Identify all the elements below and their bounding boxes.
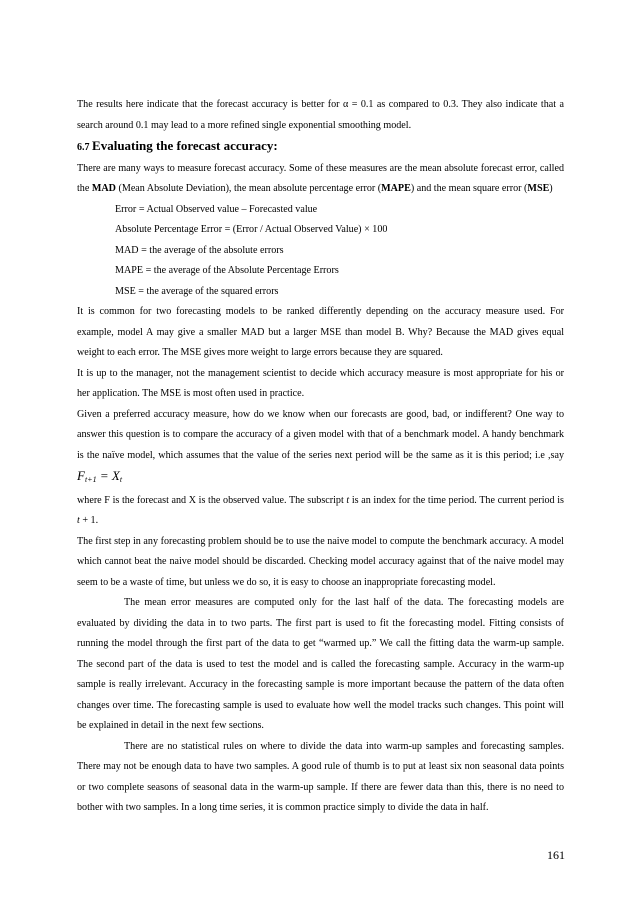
notation-paragraph [77, 491, 564, 532]
intro-paragraph: The results here indicate that the forecast accuracy is better for α = 0.1 as compared to 0.3. They also indicate that a search around 0.1 may lead to a more refined single exponential smoothing model. [77, 99, 564, 131]
formula-subscript: t [119, 475, 123, 484]
ranking-paragraph: It is common for two forecasting models to be ranked differently depending on the accuracy measure used. For example, model A may give a smaller MAD but a larger MSE than model B. Why? Because the MAD gives equal weight to each error. The MSE gives more weight to large errors because they are squared. [77, 306, 564, 358]
definition-error: Error = Actual Observed value – Forecasted value [115, 203, 318, 215]
italic-t: t [346, 494, 350, 506]
naive-model-paragraph: The first step in any forecasting problem should be to use the naive model to compute the benchmark accuracy. A model which cannot beat the naive model should be discarded. Checking model accuracy against that of the naive model may seem to be a waste of time, but unless we do so, it is easy to choose an inappropriate forecasting model. [77, 535, 564, 588]
error-measures-paragraph: The mean error measures are computed only for the last half of the data. The forecasting models are evaluated by dividing the data in to two parts. The first part is used to fit the forecasting model. Fitting consists of running the model through the first part of the data to get “warmed up.” We call the fitting data the warm-up sample. The second part of the data is used to test the model and is called the forecasting sample. Accuracy in the warm-up sample is really irrelevant. Accuracy in the forecasting sample is more important because the pattern of the data often changes over time. The forecasting sample is used to evaluate how well the model tracks such changes. This point will be explained in detail in the next few sections. [77, 597, 564, 731]
definitions-list [77, 200, 564, 303]
formula-observed-symbol: X [111, 468, 120, 483]
mse-term: MSE [527, 183, 550, 194]
text-run: is an index for the time period. The current period is [349, 494, 564, 506]
formula-forecast-symbol: F [77, 468, 85, 483]
formula-equals: = [96, 468, 112, 483]
section-heading [77, 136, 564, 159]
manager-paragraph: It is up to the manager, not the management scientist to decide which accuracy measure is most appropriate for his or her application. The MSE is most often used in practice. [77, 367, 564, 399]
definition-mse: MSE = the average of the squared errors [115, 285, 279, 297]
benchmark-paragraph [77, 405, 564, 491]
definition-absolute-percentage-error: Absolute Percentage Error = (Error / Actual Observed Value) × 100 [115, 224, 388, 235]
accuracy-measures-paragraph [77, 159, 564, 200]
section-number: 6.7 [77, 142, 90, 153]
italic-t: t [77, 515, 80, 526]
sample-division-paragraph: There are no statistical rules on where to divide the data into warm-up samples and forecasting samples. There may not be enough data to have two samples. A good rule of thumb is to put at least six non seasonal data points or two complete seasons of seasonal data in the warm-up sample. If there are fewer data than this, there is no need to bother with two samples. In a long time series, it is common practice simply to divide the data in half. [77, 740, 564, 813]
section-title: Evaluating the forecast accuracy: [92, 138, 278, 153]
text-run: + 1. [79, 515, 99, 526]
page-body [77, 95, 564, 819]
naive-model-formula [77, 468, 122, 483]
formula-subscript: t+1 [84, 475, 97, 484]
mad-term: MAD [91, 183, 116, 194]
text-run: where F is the forecast and X is the observed value. The subscript [77, 494, 347, 506]
page-number: 161 [547, 848, 565, 862]
text-run: (Mean Absolute Deviation), the mean absolute percentage error ( [115, 183, 382, 194]
text-run: There are many ways to measure forecast accuracy. Some of these measures are the mean absolute forecast error, called the [77, 162, 564, 194]
definition-mad: MAD = the average of the absolute errors [115, 244, 284, 256]
text-run: Given a preferred accuracy measure, how do we know when our forecasts are good, bad, or indifferent? One way to answer this question is to compare the accuracy of a given model with that of a benchmark model. A handy benchmark is the naïve model, which assumes that the value of the series next period will be the same as it is this period; i.e ,say [77, 408, 564, 461]
text-run: ) [549, 183, 553, 194]
definition-mape: MAPE = the average of the Absolute Percentage Errors [115, 265, 339, 276]
mape-term: MAPE [381, 183, 411, 194]
text-run: ) and the mean square error ( [410, 183, 528, 194]
